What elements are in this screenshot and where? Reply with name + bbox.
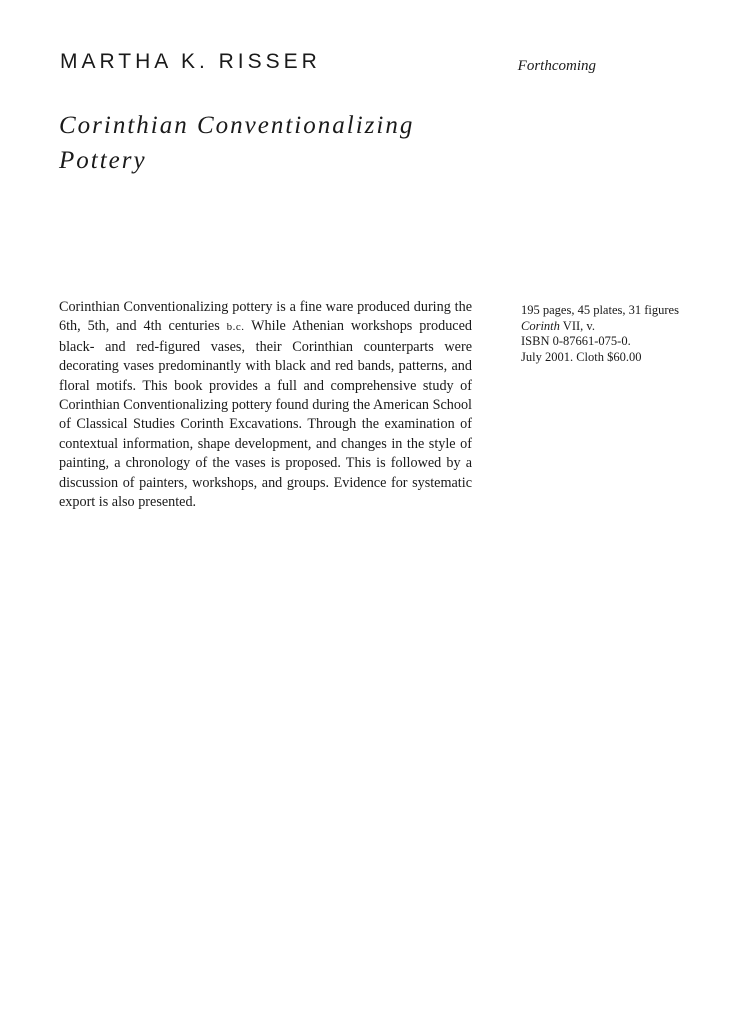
publication-info: July 2001. Cloth $60.00 bbox=[521, 349, 642, 364]
era-abbreviation: b.c. bbox=[226, 321, 245, 334]
description-text-part-1: Corinthian Conventionalizing pottery is a fine ware produced during the 6th, 5th, and 4th centuries bbox=[59, 299, 472, 335]
series-volume: VII, v. bbox=[559, 318, 595, 333]
description-text-part-2: While Athenian workshops produced black- and red-figured vases, their Corinthian counterparts were decorating vases predominantly with black and red bands, patterns, and floral motifs. This book provides a full and comprehensive study of Corinthian Conventionalizing pottery found during the American School of Classical Studies Corinth Excavations. Through the examination of contextual information, shape development, and changes in the style of painting, a chronology of the vases is proposed. This is followed by a discussion of painters, workshops, and groups. Evidence for systematic export is also presented. bbox=[59, 318, 472, 511]
book-title bbox=[59, 108, 479, 178]
book-description bbox=[59, 298, 472, 512]
publication-status: Forthcoming bbox=[517, 58, 596, 74]
isbn: ISBN 0-87661-075-0. bbox=[521, 334, 631, 348]
page-count: 195 pages, 45 plates, 31 figures bbox=[521, 303, 679, 317]
book-title-line-1: Corinthian Conventionalizing bbox=[59, 112, 415, 139]
series-title: Corinth bbox=[521, 318, 560, 333]
book-details bbox=[521, 303, 736, 365]
author-name: MARTHA K. RISSER bbox=[60, 50, 321, 73]
book-title-line-2: Pottery bbox=[59, 147, 147, 174]
series-line bbox=[521, 319, 736, 335]
